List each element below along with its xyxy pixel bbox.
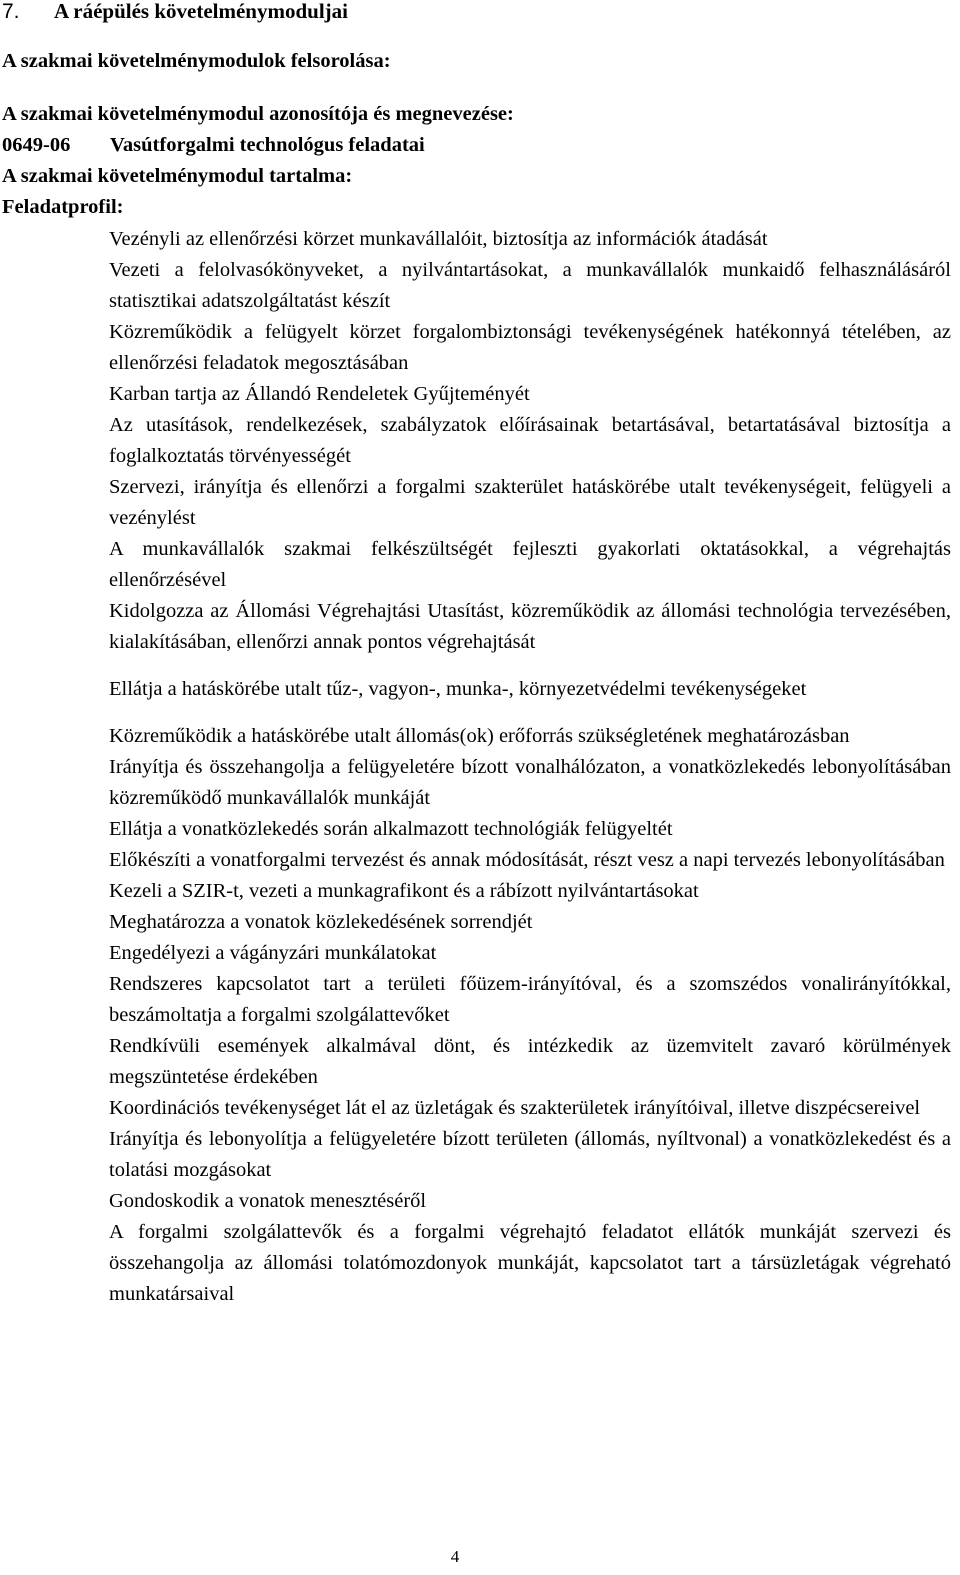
task-item: Meghatározza a vonatok közlekedésének sorrendjét xyxy=(109,911,533,933)
task-profile-heading: Feladatprofil: xyxy=(2,196,124,218)
task-item: Ellátja a vonatközlekedés során alkalmazott technológiák felügyeltét xyxy=(109,818,673,840)
modules-list-heading: A szakmai követelménymodulok felsorolása: xyxy=(2,50,391,72)
task-item: Gondoskodik a vonatok menesztéséről xyxy=(109,1190,427,1212)
module-name: Vasútforgalmi technológus feladatai xyxy=(110,134,425,156)
task-item: Vezényli az ellenőrzési körzet munkavállalóit, biztosítja az információk átadását xyxy=(109,228,768,250)
task-item: Előkészíti a vonatforgalmi tervezést és annak módosítását, részt vesz a napi tervezés lebonyolításában xyxy=(109,849,945,871)
task-item: Közreműködik a felügyelt körzet forgalombiztonsági tevékenységének hatékonnyá tételében, az ellenőrzési feladatok megosztásában xyxy=(109,321,951,374)
task-item: Szervezi, irányítja és ellenőrzi a forgalmi szakterület hatáskörébe utalt tevékenységeit, felügyeli a vezénylést xyxy=(109,476,951,529)
task-item: A forgalmi szolgálattevők és a forgalmi végrehajtó feladatot ellátók munkáját szervezi és összehangolja az állomási tolatómozdonyok munkáját, kapcsolatot tart a társüzletágak végreható munkatársaival xyxy=(109,1221,951,1305)
module-line xyxy=(2,132,425,158)
module-code: 0649-06 xyxy=(2,134,71,156)
task-profile-list xyxy=(109,224,951,1310)
task-item: Irányítja és lebonyolítja a felügyeletére bízott területen (állomás, nyíltvonal) a vonatközlekedést és a tolatási mozgásokat xyxy=(109,1128,951,1181)
task-item: A munkavállalók szakmai felkészültségét fejleszti gyakorlati oktatásokkal, a végrehajtás ellenőrzésével xyxy=(109,538,951,591)
task-item: Rendkívüli események alkalmával dönt, és intézkedik az üzemvitelt zavaró körülmények megszüntetése érdekében xyxy=(109,1035,951,1088)
module-content-heading: A szakmai követelménymodul tartalma: xyxy=(2,165,353,187)
task-item: Karban tartja az Állandó Rendeletek Gyűjteményét xyxy=(109,383,530,405)
task-item: Az utasítások, rendelkezések, szabályzatok előírásainak betartásával, betartatásával biztosítja a foglalkoztatás törvényességét xyxy=(109,414,951,467)
module-id-heading: A szakmai követelménymodul azonosítója és megnevezése: xyxy=(2,103,514,125)
task-item: Kidolgozza az Állomási Végrehajtási Utasítást, közreműködik az állomási technológia tervezésében, kialakításában, ellenőrzi annak pontos végrehajtását xyxy=(109,600,951,653)
task-item: Engedélyezi a vágányzári munkálatokat xyxy=(109,942,437,964)
chapter-title: A ráépülés követelménymoduljai xyxy=(54,0,348,23)
chapter-heading xyxy=(2,0,348,25)
task-item: Rendszeres kapcsolatot tart a területi főüzem-irányítóval, és a szomszédos vonalirányítókkal, beszámoltatja a forgalmi szolgálattevőket xyxy=(109,973,951,1026)
task-item: Vezeti a felolvasókönyveket, a nyilvántartásokat, a munkavállalók munkaidő felhasználásáról statisztikai adatszolgáltatást készít xyxy=(109,259,951,312)
task-item: Ellátja a hatáskörébe utalt tűz-, vagyon-, munka-, környezetvédelmi tevékenységeket xyxy=(109,678,807,700)
task-item: Koordinációs tevékenységet lát el az üzletágak és szakterületek irányítóival, illetve diszpécsereivel xyxy=(109,1097,921,1119)
task-item: Közreműködik a hatáskörébe utalt állomás(ok) erőforrás szükségletének meghatározásban xyxy=(109,725,850,747)
task-item: Irányítja és összehangolja a felügyeletére bízott vonalhálózaton, a vonatközlekedés lebonyolításában közreműködő munkavállalók munkáját xyxy=(109,756,951,809)
page-number: 4 xyxy=(450,1547,460,1566)
task-item: Kezeli a SZIR-t, vezeti a munkagrafikont és a rábízott nyilvántartásokat xyxy=(109,880,699,902)
chapter-number: 7. xyxy=(2,0,20,23)
